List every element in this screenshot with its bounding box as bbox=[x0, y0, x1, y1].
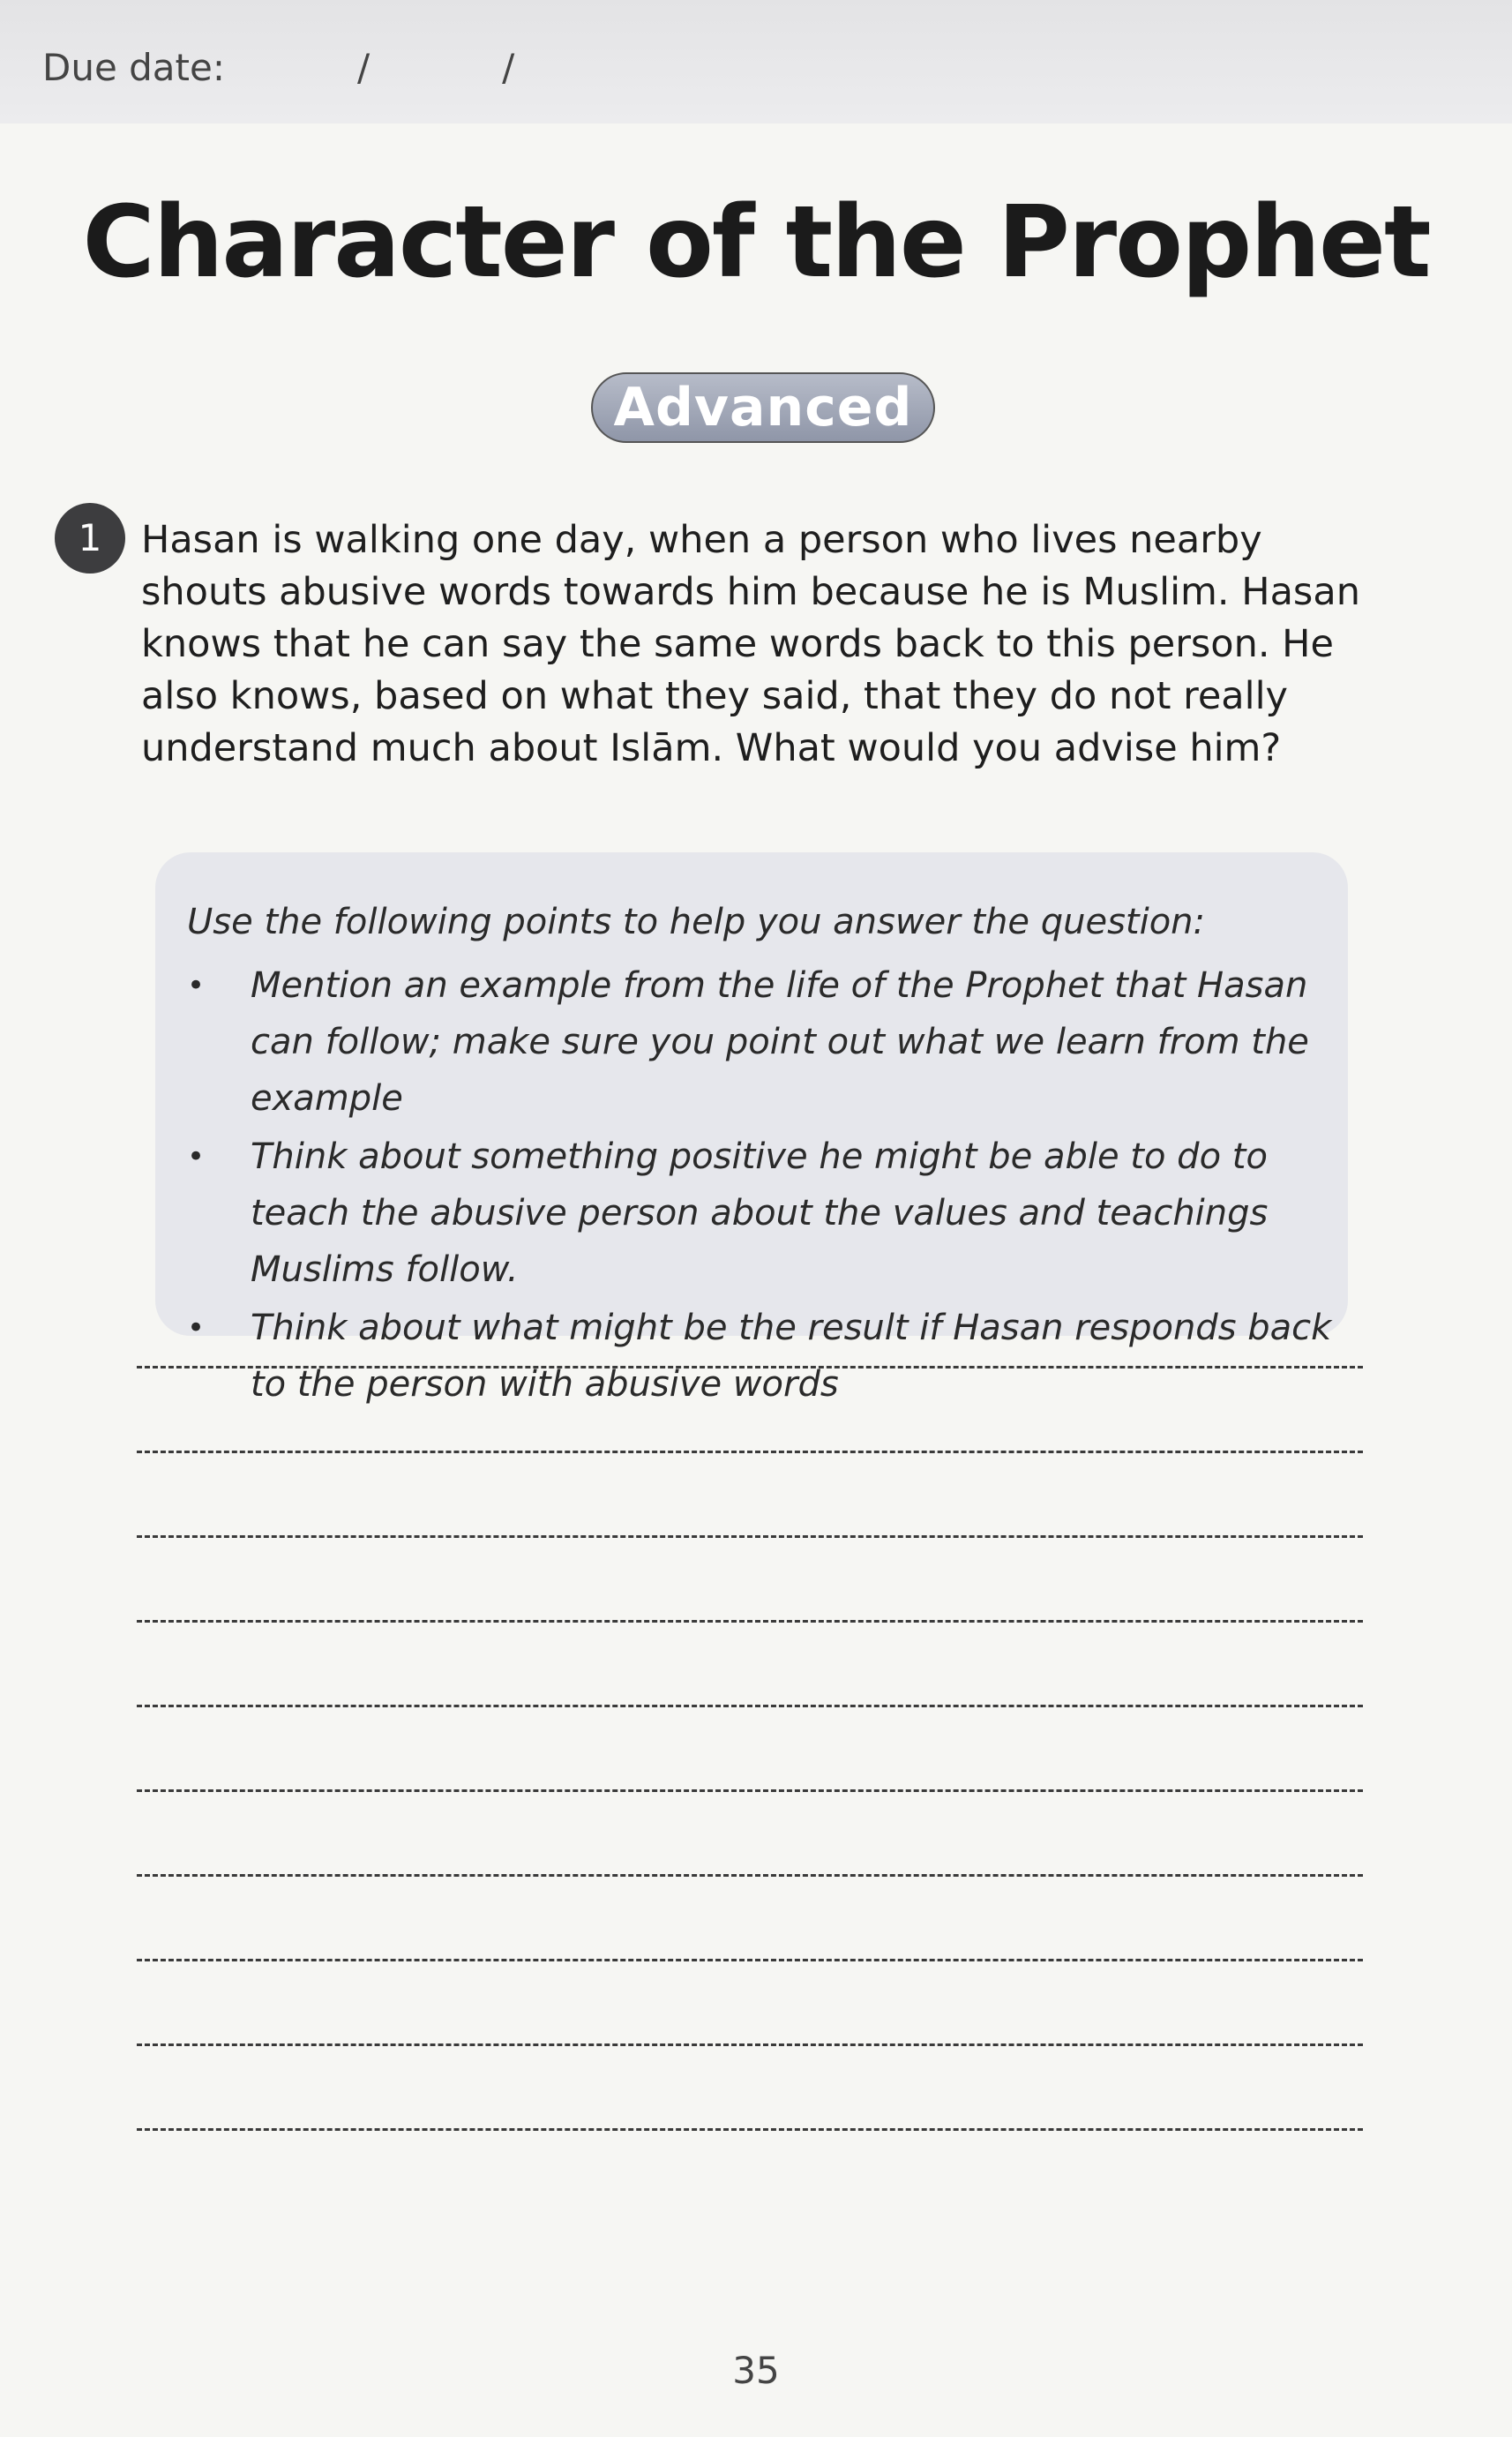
answer-line[interactable] bbox=[137, 1366, 1363, 1368]
answer-line[interactable] bbox=[137, 1705, 1363, 1707]
list-item bbox=[187, 957, 1334, 1127]
bullet-icon: • bbox=[187, 1310, 206, 1346]
answer-line[interactable] bbox=[137, 1789, 1363, 1792]
answer-line[interactable] bbox=[137, 1874, 1363, 1877]
answer-line[interactable] bbox=[137, 2128, 1363, 2131]
answer-line[interactable] bbox=[137, 1535, 1363, 1538]
page-number: 35 bbox=[732, 2349, 780, 2392]
hint-list bbox=[187, 957, 1334, 1414]
hint-intro: Use the following points to help you answer the question: bbox=[187, 902, 1206, 942]
question-number-badge: 1 bbox=[55, 503, 125, 574]
due-date-label: Due date: bbox=[42, 46, 226, 89]
due-date-separator: / bbox=[357, 46, 371, 89]
due-date bbox=[42, 46, 514, 89]
answer-lines bbox=[137, 1366, 1363, 2213]
bullet-icon: • bbox=[187, 1139, 206, 1174]
due-date-separator: / bbox=[502, 46, 515, 89]
list-item bbox=[187, 1129, 1334, 1298]
level-badge: Advanced bbox=[591, 372, 935, 443]
answer-line[interactable] bbox=[137, 2043, 1363, 2046]
question-text: Hasan is walking one day, when a person who lives nearby shouts abusive words towards him because he is Muslim. Hasan knows that he can say the same words back to this person. He also knows, based on what they said, that they do not really understand much about Islām. What would you advise him? bbox=[141, 518, 1360, 770]
hint-text: Think about something positive he might be able to do to teach the abusive person about the values and teachings Muslims follow. bbox=[251, 1136, 1269, 1290]
bullet-icon: • bbox=[187, 968, 206, 1003]
hint-text: Think about what might be the result if Hasan responds back to the person with abusive words bbox=[251, 1308, 1332, 1405]
hint-text: Mention an example from the life of the Prophet that Hasan can follow; make sure you point out what we learn from the example bbox=[251, 965, 1309, 1119]
answer-line[interactable] bbox=[137, 1451, 1363, 1453]
page-title: Character of the Prophet bbox=[82, 185, 1430, 300]
answer-line[interactable] bbox=[137, 1959, 1363, 1961]
answer-line[interactable] bbox=[137, 1620, 1363, 1623]
